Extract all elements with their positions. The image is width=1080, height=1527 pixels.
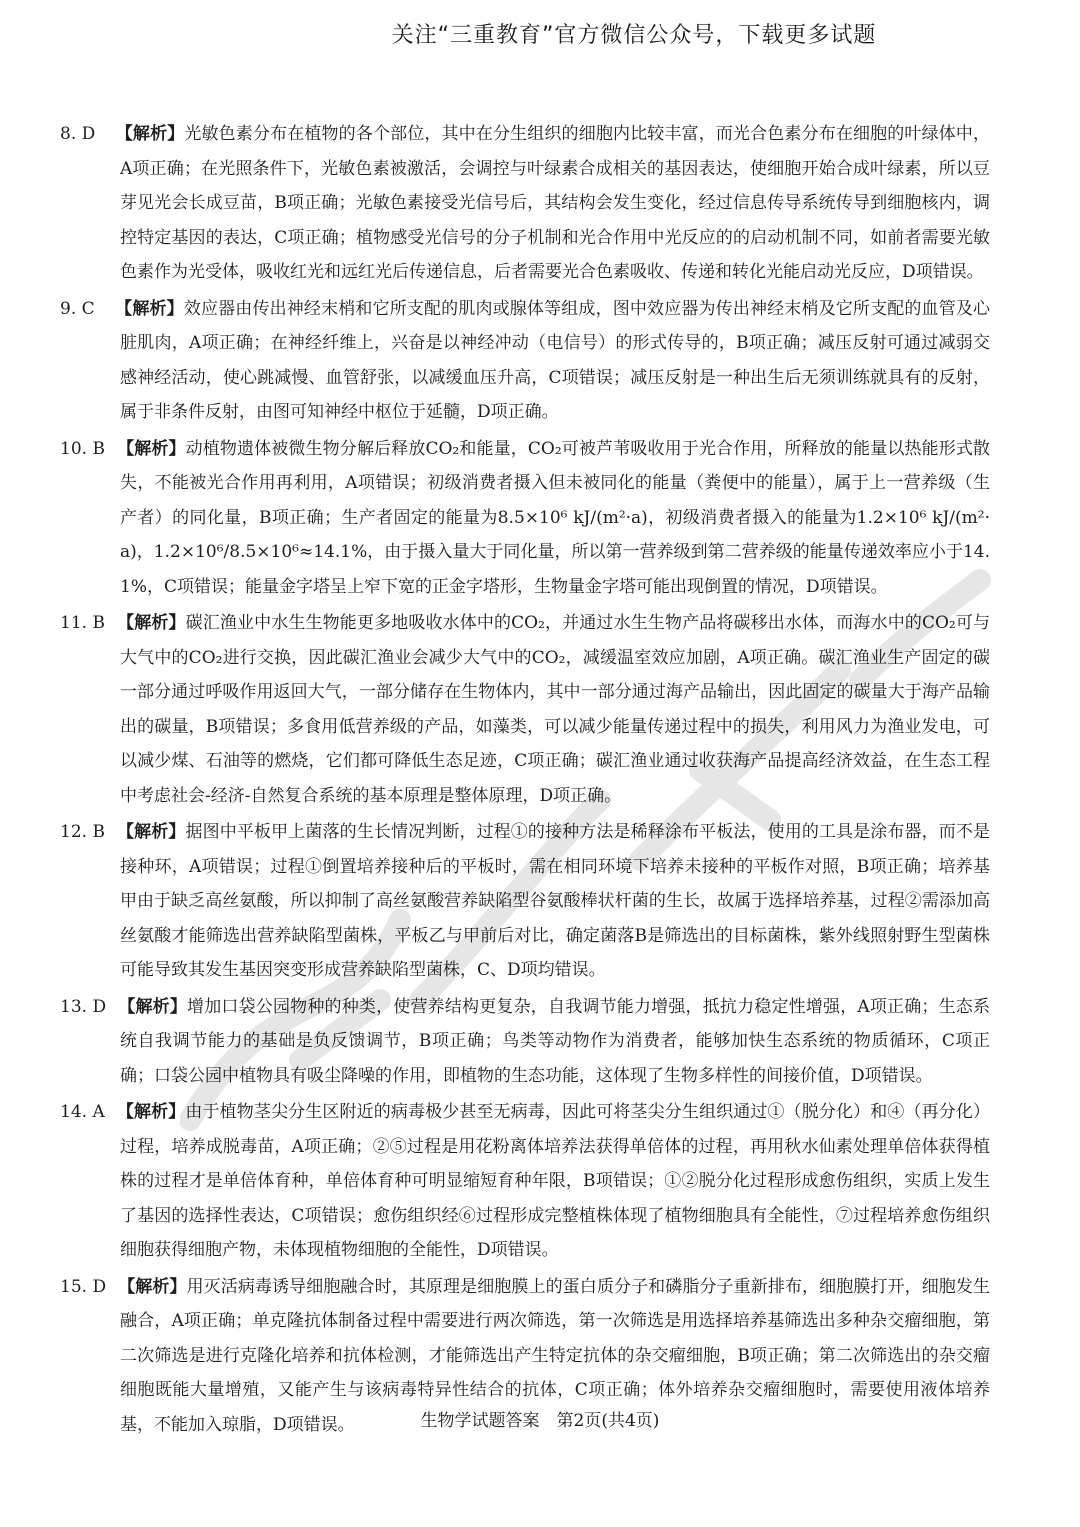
answer-text: 据图中平板甲上菌落的生长情况判断，过程①的接种方法是稀释涂布平板法，使用的工具是涂布器，而不是接种环，A项错误；过程①倒置培养接种后的平板时，需在相同环境下培养未接种的平板作对照，B项正确；培养基甲由于缺乏高丝氨酸，所以抑制了高丝氨酸营养缺陷型谷氨酸棒状杆菌的生长，故属于选择培养基，过程②需添加高丝氨酸才能筛选出营养缺陷型菌株，平板乙与甲前后对比，确定菌落B是筛选出的目标菌株，紫外线照射野生型菌株可能导致其发生基因突变形成营养缺陷型菌株，C、D项均错误。 bbox=[120, 822, 991, 980]
answer-number: 15. D bbox=[60, 1276, 107, 1297]
answer-text: 增加口袋公园物种的种类，使营养结构更复杂，自我调节能力增强，抵抗力稳定性增强，A项正确；生态系统自我调节能力的基础是负反馈调节，B项正确；鸟类等动物作为消费者，能够加快生态系统的物质循环，C项正确；口袋公园中植物具有吸尘降噪的作用，即植物的生态功能，这体现了生物多样性的间接价值，D项错误。 bbox=[120, 996, 991, 1086]
answer-number: 12. B bbox=[60, 822, 105, 842]
answer-text: 由于植物茎尖分生区附近的病毒极少甚至无病毒，因此可将茎尖分生组织通过①（脱分化）和④（再分化）过程，培养成脱毒苗，A项正确；②⑤过程是用花粉离体培养法获得单倍体的过程，再用秋水仙素处理单倍体获得植株的过程才是单倍体育种，单倍体育种可明显缩短育种年限，B项错误；①②脱分化过程形成愈伤组织，实质上发生了基因的选择性表达，C项错误；愈伤组织经⑥过程形成完整植株体现了植物细胞具有全能性，⑦过程培养愈伤组织细胞获得细胞产物，未体现植物细胞的全能性，D项错误。 bbox=[120, 1102, 991, 1260]
answer-item-11 bbox=[60, 606, 990, 813]
analysis-tag: 【解析】 bbox=[116, 1102, 186, 1122]
answer-item-13 bbox=[60, 990, 991, 1094]
answer-text: 碳汇渔业中水生生物能更多地吸收水体中的CO₂，并通过水生生物产品将碳移出水体，而海水中的CO₂可与大气中的CO₂进行交换，因此碳汇渔业会减少大气中的CO₂，减缓温室效应加剧，A项正确。碳汇渔业生产固定的碳一部分通过呼吸作用返回大气，一部分储存在生物体内，其中一部分通过海产品输出，因此固定的碳量大于海产品输出的碳量，B项错误；多食用低营养级的产品，如藻类，可以减少能量传递过程中的损失，利用风力为渔业发电，可以减少煤、石油等的燃烧，它们都可降低生态足迹，C项正确；碳汇渔业通过收获海产品提高经济效益，在生态工程中考虑社会-经济-自然复合系统的基本原理是整体原理，D项正确。 bbox=[120, 613, 990, 806]
answer-text: 光敏色素分布在植物的各个部位，其中在分生组织的细胞内比较丰富，而光合色素分布在细胞的叶绿体中，A项正确；在光照条件下，光敏色素被激活，会调控与叶绿素合成相关的基因表达，使细胞开始合成叶绿素，所以豆芽见光会长成豆苗，B项正确；光敏色素接受光信号后，其结构会发生变化，经过信息传导系统传导到细胞核内，调控特定基因的表达，C项正确；植物感受光信号的分子机制和光合作用中光反应的的启动机制不同，如前者需要光敏色素作为光受体，吸收红光和远红光后传递信息，后者需要光合色素吸收、传递和转化光能启动光反应，D项错误。 bbox=[120, 124, 991, 282]
answer-item-14 bbox=[60, 1095, 991, 1268]
analysis-tag: 【解析】 bbox=[115, 124, 185, 144]
answer-number: 13. D bbox=[60, 996, 107, 1017]
analysis-tag: 【解析】 bbox=[116, 613, 186, 633]
answer-item-12 bbox=[60, 815, 991, 988]
answer-text: 用灭活病毒诱导细胞融合时，其原理是细胞膜上的蛋白质分子和磷脂分子重新排布，细胞膜打开，细胞发生融合，A项正确；单克隆抗体制备过程中需要进行两次筛选，第一次筛选是用选择培养基筛选出多种杂交瘤细胞，第二次筛选是进行克隆化培养和抗体检测，才能筛选出产生特定抗体的杂交瘤细胞，B项正确；第二次筛选出的杂交瘤细胞既能大量增殖，又能产生与该病毒特异性结合的抗体，C项正确；体外培养杂交瘤细胞时，需要使用液体培养基，不能加入琼脂，D项错误。 bbox=[120, 1276, 990, 1435]
page-header bbox=[0, 18, 1080, 49]
answer-number: 14. A bbox=[60, 1102, 105, 1122]
answer-text: 效应器由传出神经末梢和它所支配的肌肉或腺体等组成，图中效应器为传出神经末梢及它所支配的血管及心脏肌肉，A项正确；在神经纤维上，兴奋是以神经冲动（电信号）的形式传导的，B项正确；减压反射可通过减弱交感神经活动，使心跳减慢、血管舒张，以减缓血压升高，C项错误；减压反射是一种出生后无须训练就具有的反射，属于非条件反射，由图可知神经中枢位于延髓，D项正确。 bbox=[120, 298, 991, 422]
analysis-tag: 【解析】 bbox=[118, 996, 188, 1017]
answer-number: 9. C bbox=[60, 298, 95, 319]
answer-number: 11. B bbox=[60, 613, 105, 633]
answer-item-10 bbox=[60, 432, 990, 605]
answer-item-8 bbox=[60, 117, 991, 290]
analysis-tag: 【解析】 bbox=[116, 438, 186, 459]
answer-number: 10. B bbox=[60, 438, 105, 459]
answer-number: 8. D bbox=[60, 124, 96, 144]
header-notice: 关注“三重教育”官方微信公众号，下载更多试题 bbox=[391, 23, 877, 48]
answer-text: 动植物遗体被微生物分解后释放CO₂和能量，CO₂可被芦苇吸收用于光合作用，所释放的能量以热能形式散失，不能被光合作用再利用，A项错误；初级消费者摄入但未被同化的能量（粪便中的能量），属于上一营养级（生产者）的同化量，B项正确；生产者固定的能量为8.5×10⁶ kJ/(m²·a)，初级消费者摄入的能量为1.2×10⁶ kJ/(m²·a)，1.2×10⁶/8.5×10⁶≈14.1%，由于摄入量大于同化量，所以第一营养级到第二营养级的能量传递效率应小于14.1%，C项错误；能量金字塔呈上窄下宽的正金字塔形，生物量金字塔可能出现倒置的情况，D项错误。 bbox=[120, 438, 990, 597]
analysis-tag: 【解析】 bbox=[116, 822, 186, 842]
analysis-tag: 【解析】 bbox=[115, 298, 184, 319]
answer-item-9 bbox=[60, 292, 991, 430]
analysis-tag: 【解析】 bbox=[118, 1276, 187, 1297]
page-footer: 生物学试题答案 第2页(共4页) bbox=[420, 1411, 660, 1431]
answer-list bbox=[60, 117, 991, 1444]
